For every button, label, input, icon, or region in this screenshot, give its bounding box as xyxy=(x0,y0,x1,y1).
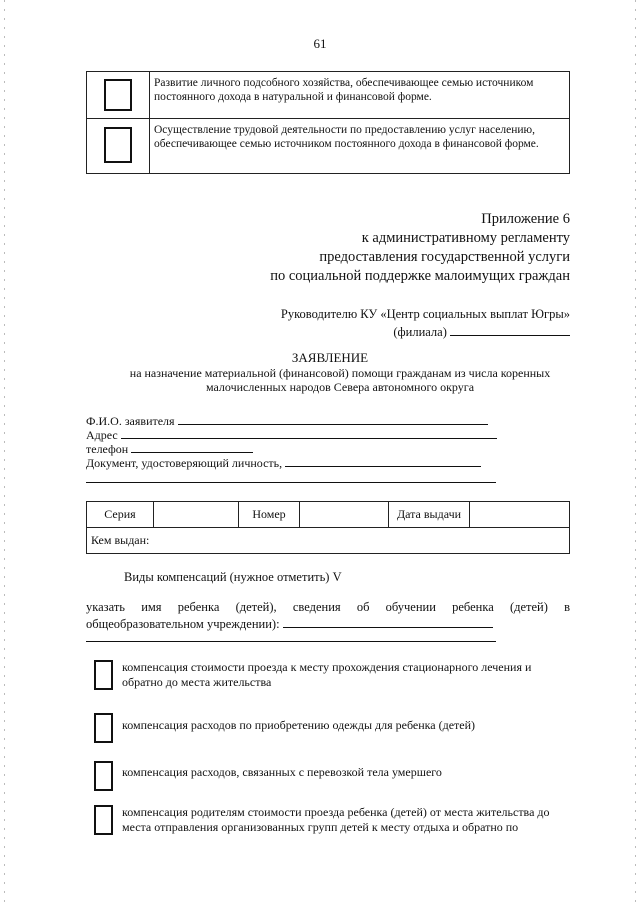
fio-row xyxy=(86,412,497,426)
document-subtitle: на назначение материальной (финансовой) помощи гражданам из числа коренных малочисленных народов Севера автономного округа xyxy=(129,366,551,394)
address-label: Адрес xyxy=(86,428,118,442)
compensation-text: компенсация расходов, связанных с перевозкой тела умершего xyxy=(122,765,442,779)
child-info-row xyxy=(86,615,493,632)
appendix-line: по социальной поддержке малоимущих граждан xyxy=(270,268,570,284)
scan-edge-left xyxy=(4,0,5,905)
compensation-checkbox[interactable] xyxy=(94,713,113,743)
option-text: Осуществление трудовой деятельности по предоставлению услуг населению, обеспечивающее семью источником постоянного дохода в финансовой форме. xyxy=(150,119,570,174)
id-doc-row xyxy=(86,454,497,468)
number-label: Номер xyxy=(239,502,300,528)
compensation-option xyxy=(94,761,572,780)
compensation-checkbox[interactable] xyxy=(94,660,113,690)
options-table xyxy=(86,71,570,174)
option-row xyxy=(87,72,570,119)
child-info-field[interactable] xyxy=(283,615,493,628)
compensation-types-heading: Виды компенсаций (нужное отметить) V xyxy=(124,570,342,584)
compensation-text: компенсация расходов по приобретению одежды для ребенка (детей) xyxy=(122,718,476,732)
child-info-label: указать имя ребенка (детей), сведения об обучении ребенка (детей) в xyxy=(86,600,570,614)
scan-edge-right xyxy=(635,0,636,905)
child-info-label-cont: общеобразовательном учреждении): xyxy=(86,617,280,631)
id-document-row xyxy=(87,502,570,528)
issued-by-field[interactable]: Кем выдан: xyxy=(87,528,570,554)
id-doc-label: Документ, удостоверяющий личность, xyxy=(86,456,283,470)
appendix-line: к административному регламенту xyxy=(361,230,570,246)
id-doc-continuation-line[interactable] xyxy=(86,482,496,483)
document-title: ЗАЯВЛЕНИЕ xyxy=(291,350,369,365)
series-field[interactable] xyxy=(154,502,239,528)
addressee-branch-line xyxy=(281,323,570,341)
compensation-option xyxy=(94,713,572,733)
address-row xyxy=(86,426,497,440)
option-checkbox-cell[interactable] xyxy=(87,72,150,119)
appendix-line: Приложение 6 xyxy=(481,211,570,227)
addressee-branch-label: (филиала) xyxy=(393,325,447,339)
issue-date-label: Дата выдачи xyxy=(389,502,470,528)
page-number: 61 xyxy=(313,36,327,51)
phone-label: телефон xyxy=(86,442,129,456)
option-checkbox[interactable] xyxy=(104,127,132,163)
id-doc-field[interactable] xyxy=(285,454,481,467)
option-checkbox-cell[interactable] xyxy=(87,119,150,174)
compensation-text: компенсация стоимости проезда к месту прохождения стационарного лечения и обратно до места жительства xyxy=(122,660,532,689)
fio-label: Ф.И.О. заявителя xyxy=(86,414,175,428)
compensation-checkbox[interactable] xyxy=(94,761,113,791)
phone-row xyxy=(86,440,497,454)
series-label: Серия xyxy=(87,502,154,528)
addressee-line: Руководителю КУ «Центр социальных выплат Югры» xyxy=(280,307,570,321)
phone-field[interactable] xyxy=(131,440,253,453)
compensation-option xyxy=(94,805,572,835)
fio-field[interactable] xyxy=(178,412,488,425)
issued-by-row xyxy=(87,528,570,554)
compensation-text: компенсация родителям стоимости проезда ребенка (детей) от места жительства до места отправления организованных групп детей к месту отдыха и обратно по xyxy=(122,805,550,834)
issue-date-field[interactable] xyxy=(470,502,570,528)
child-info-continuation-line[interactable] xyxy=(86,641,496,642)
addressee-block xyxy=(281,306,570,341)
number-field[interactable] xyxy=(300,502,389,528)
compensation-checkbox[interactable] xyxy=(94,805,113,835)
compensation-option xyxy=(94,660,572,690)
address-field[interactable] xyxy=(121,426,497,439)
option-row xyxy=(87,119,570,174)
id-document-table xyxy=(86,501,570,554)
appendix-line: предоставления государственной услуги xyxy=(319,249,570,265)
appendix-heading xyxy=(270,210,570,286)
applicant-fields xyxy=(86,412,497,468)
option-checkbox[interactable] xyxy=(104,79,132,111)
option-text: Развитие личного подсобного хозяйства, обеспечивающее семью источником постоянного дохода в натуральной и финансовой форме. xyxy=(150,72,570,119)
branch-fill-line[interactable] xyxy=(450,323,570,336)
